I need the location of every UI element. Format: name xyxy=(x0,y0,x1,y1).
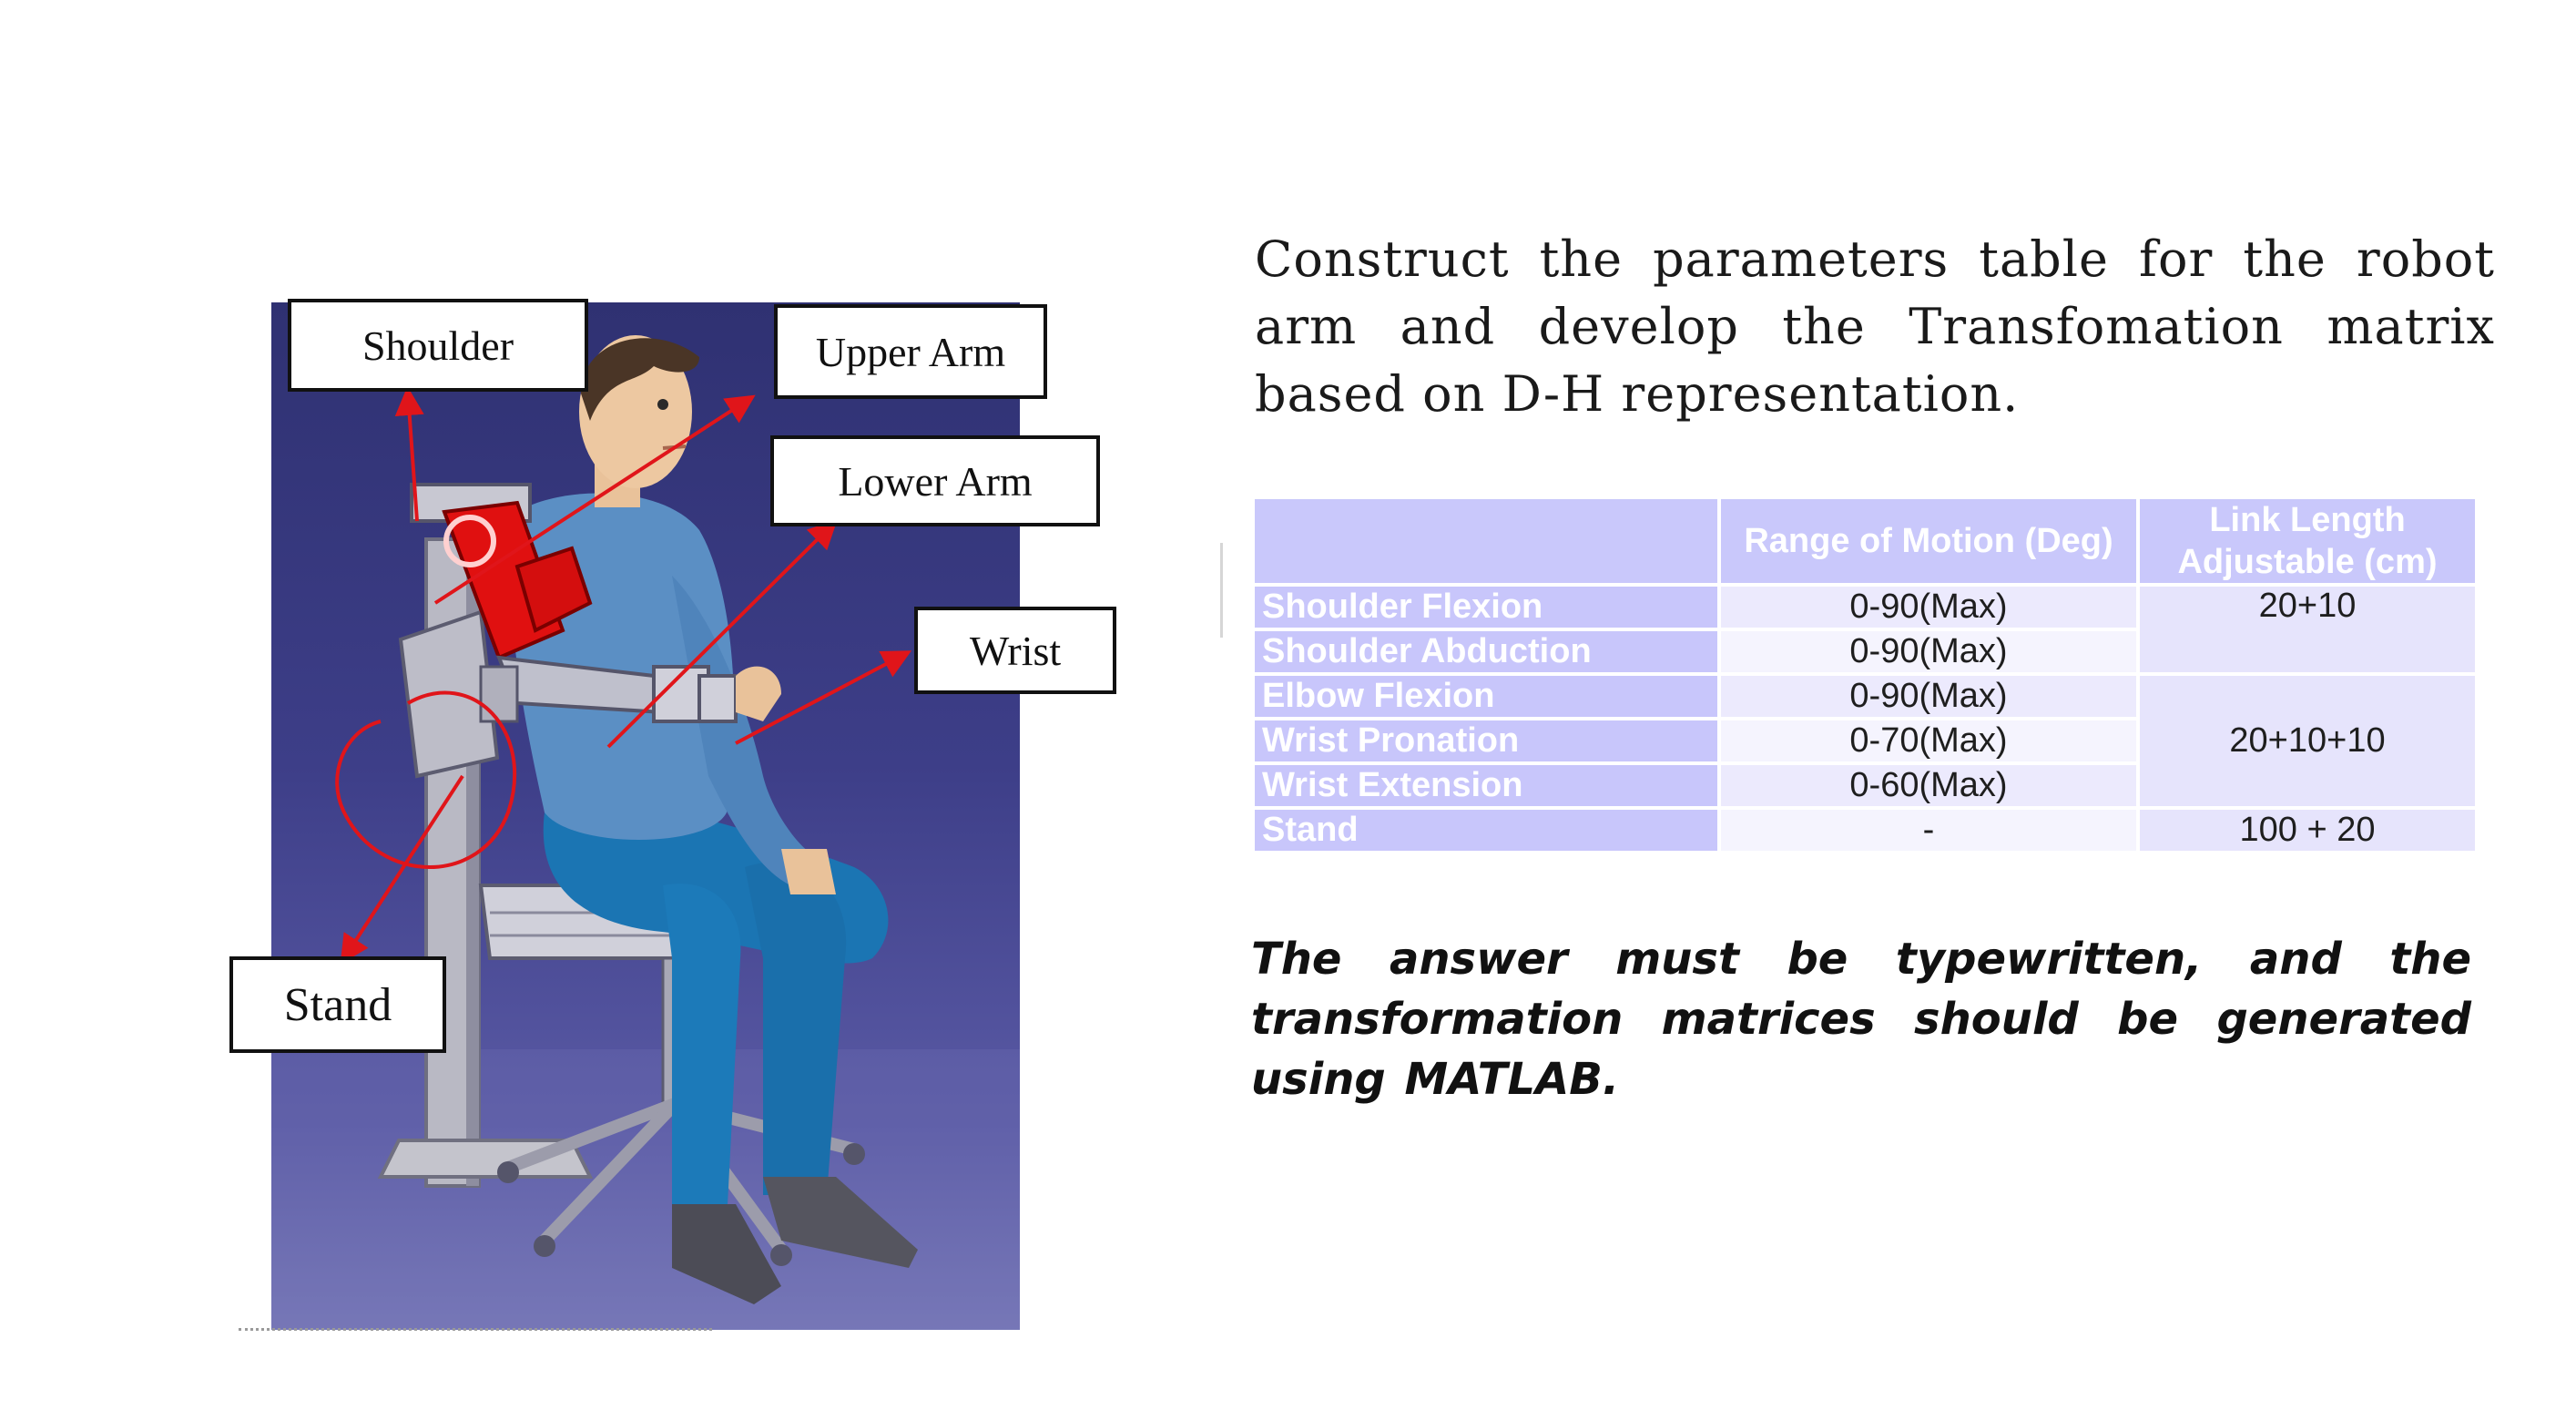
range-value: 0-90(Max) xyxy=(1721,587,2136,628)
callout-upper-arm: Upper Arm xyxy=(774,304,1047,399)
link-length-value: 100 + 20 xyxy=(2140,810,2475,851)
range-value: 0-90(Max) xyxy=(1721,631,2136,672)
range-value: 0-70(Max) xyxy=(1721,720,2136,761)
header-blank xyxy=(1255,499,1717,583)
callout-lower-arm: Lower Arm xyxy=(770,435,1100,526)
range-value: 0-60(Max) xyxy=(1721,765,2136,806)
callout-shoulder: Shoulder xyxy=(288,299,588,392)
range-value: 0-90(Max) xyxy=(1721,676,2136,717)
table-header-row xyxy=(1255,499,2475,583)
table-row xyxy=(1255,587,2475,628)
joint-name: Shoulder Abduction xyxy=(1255,631,1717,672)
floor xyxy=(271,1049,1020,1330)
instruction-text: The answer must be typewritten, and the transformation matrices should be generated using MATLAB. xyxy=(1251,934,2471,1105)
joint-name: Elbow Flexion xyxy=(1255,676,1717,717)
callout-wrist: Wrist xyxy=(914,607,1116,694)
figure-caption-residue xyxy=(239,1328,712,1344)
header-link-length: Link Length Adjustable (cm) xyxy=(2140,499,2475,583)
link-length-value: 20+10 xyxy=(2140,587,2475,672)
table-row xyxy=(1255,676,2475,717)
header-range-of-motion: Range of Motion (Deg) xyxy=(1721,499,2136,583)
question-text: Construct the parameters table for the robot arm and develop the Transfomation matrix based on D-H representation. xyxy=(1255,230,2495,423)
mannequin-head xyxy=(579,335,699,507)
joint-name: Wrist Extension xyxy=(1255,765,1717,806)
link-length-value: 20+10+10 xyxy=(2140,676,2475,806)
joint-name: Shoulder Flexion xyxy=(1255,587,1717,628)
parameters-table xyxy=(1251,496,2479,854)
table-row xyxy=(1255,810,2475,851)
divider-mark xyxy=(1220,543,1223,638)
range-value: - xyxy=(1721,810,2136,851)
joint-name: Wrist Pronation xyxy=(1255,720,1717,761)
joint-name: Stand xyxy=(1255,810,1717,851)
callout-stand: Stand xyxy=(229,956,446,1053)
